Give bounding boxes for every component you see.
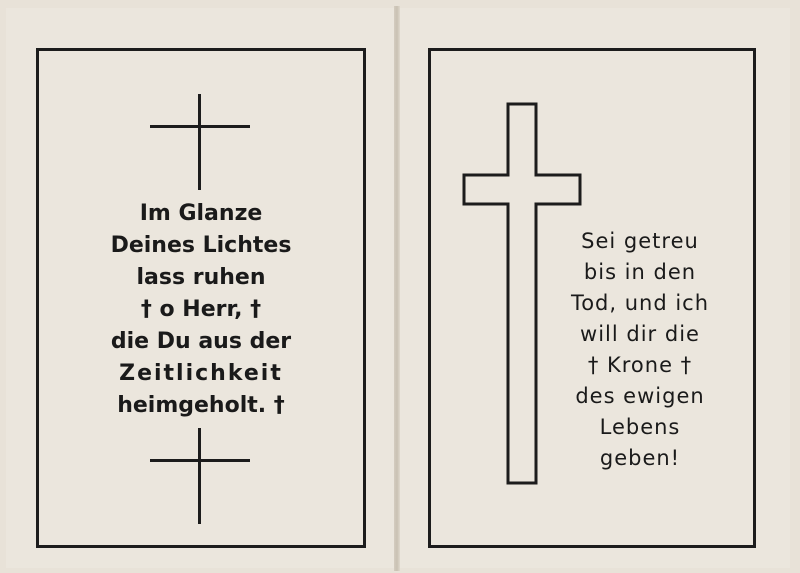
left-verse-line: lass ruhen	[136, 265, 266, 290]
right-verse-line: will dir die	[580, 322, 700, 346]
right-verse-line: des ewigen	[575, 384, 705, 408]
right-verse	[540, 226, 740, 474]
left-verse-line: die Du aus der	[110, 329, 292, 354]
right-verse-line: Sei getreu	[581, 229, 699, 253]
top-cross-icon	[150, 94, 250, 190]
right-verse-line: geben!	[599, 446, 681, 470]
left-verse-line: Im Glanze	[139, 201, 263, 226]
left-verse	[40, 198, 362, 422]
right-verse-line: † Krone †	[587, 353, 693, 377]
right-verse-line: Tod, und ich	[570, 291, 710, 315]
left-verse-line: heimgeholt. †	[117, 393, 285, 418]
bottom-cross-icon	[150, 428, 250, 524]
right-verse-line: Lebens	[599, 415, 681, 439]
left-verse-line: † o Herr, †	[140, 297, 262, 322]
right-verse-line: bis in den	[583, 260, 697, 284]
left-verse-line: Deines Lichtes	[110, 233, 292, 258]
card-fold	[394, 6, 400, 571]
left-verse-line: Zeitlichkeit	[119, 361, 283, 386]
